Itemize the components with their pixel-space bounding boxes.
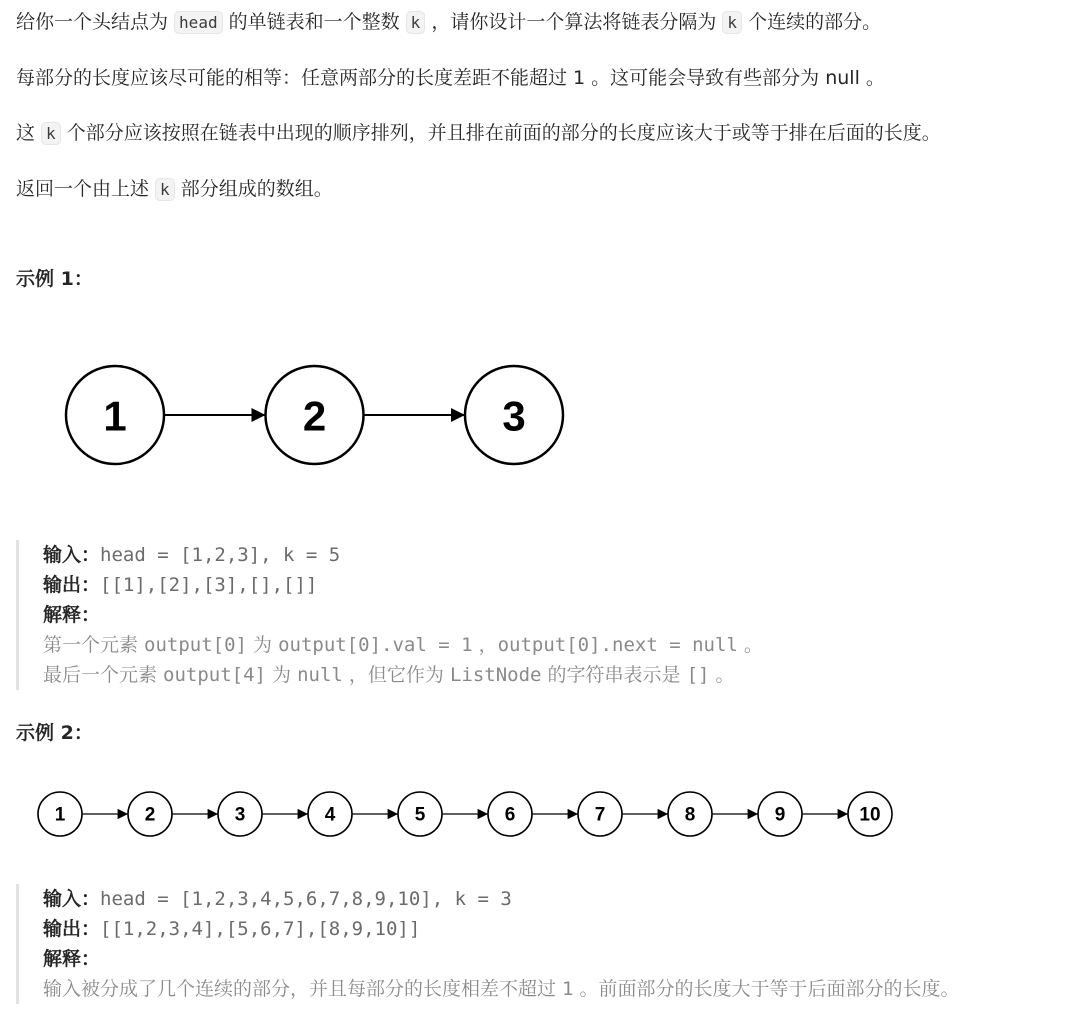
example-2-explain-line-1 [43,974,960,1004]
example-2-heading: 示例 2： [16,722,93,744]
text: 最后一个元素 [43,664,164,686]
example-2-explain [43,944,960,974]
list-node [488,792,532,836]
text: 的字符串表示是 [541,664,687,686]
list-node-value: 1 [54,804,66,826]
list-node [578,792,622,836]
input-label: 输入： [43,544,101,566]
example-1-input [43,540,763,570]
description-paragraph-4 [16,175,333,204]
list-node [308,792,352,836]
code: null [297,664,343,686]
list-node-value: 5 [414,804,426,826]
text: 为 [266,664,298,686]
list-node [266,366,364,464]
code: output[0] [144,634,247,656]
code: output[4] [163,664,266,686]
list-node [398,792,442,836]
explain-label: 解释： [43,604,101,626]
example-1-explain-line-2 [43,660,763,690]
text: 这 [16,122,42,144]
example-1-block [16,540,763,690]
text: 返回一个由上述 [16,178,156,200]
text: 个连续的部分。 [742,11,882,33]
list-node-value: 9 [774,804,786,826]
output-label: 输出： [43,574,101,596]
output-value: [[1],[2],[3],[],[]] [100,574,318,596]
list-node-value: 7 [594,804,606,826]
description-paragraph-1 [16,8,881,37]
code: 1 [562,978,574,1000]
text: ， [472,634,498,656]
inline-code-k: k [41,122,61,145]
text: 每部分的长度应该尽可能的相等：任意两部分的长度差距不能超过 1 。这可能会导致有些部分为 null 。 [16,67,885,89]
explain-label: 解释： [43,948,101,970]
example-2-input [43,884,960,914]
text: 个部分应该按照在链表中出现的顺序排列，并且排在前面的部分的长度应该大于或等于排在后面的长度。 [60,122,941,144]
list-node-value: 1 [103,392,127,440]
list-node-value: 3 [502,392,526,440]
example-2-block [16,884,960,1004]
list-node [218,792,262,836]
example-2-output [43,914,960,944]
text: 。前面部分的长度大于等于后面部分的长度。 [573,978,960,1000]
list-node [38,792,82,836]
text: ，请你设计一个算法将链表分隔为 [425,11,723,33]
example-1-explain-line-1 [43,630,763,660]
code: output[0].val = 1 [278,634,473,656]
inline-code-k: k [722,11,742,34]
list-node-value: 4 [324,804,336,826]
list-node-value: 3 [234,804,246,826]
code: output[0].next = null [497,634,738,656]
text: 为 [247,634,279,656]
text: 第一个元素 [43,634,145,656]
list-node [66,366,164,464]
text: 。 [737,634,763,656]
code: ListNode [449,664,542,686]
example-1-explain [43,600,763,630]
text: 给你一个头结点为 [16,11,175,33]
list-node-value: 2 [144,804,156,826]
inline-code-head: head [174,11,223,34]
list-node-value: 8 [684,804,696,826]
description-paragraph-3 [16,119,941,148]
input-label: 输入： [43,888,101,910]
text: 输入被分成了几个连续的部分，并且每部分的长度相差不超过 [43,978,563,1000]
list-node [465,366,563,464]
example-1-heading: 示例 1： [16,268,93,290]
code: [] [686,664,710,686]
output-label: 输出： [43,918,101,940]
text: 部分组成的数组。 [174,178,333,200]
list-node [848,792,892,836]
input-value: head = [1,2,3,4,5,6,7,8,9,10], k = 3 [100,888,512,910]
inline-code-k: k [406,11,426,34]
example-1-linked-list-diagram [0,355,620,480]
list-node [128,792,172,836]
example-2-linked-list-diagram [0,785,920,845]
list-node [758,792,802,836]
inline-code-k: k [155,178,175,201]
input-value: head = [1,2,3], k = 5 [100,544,341,566]
description-paragraph-2 [16,64,885,92]
output-value: [[1,2,3,4],[5,6,7],[8,9,10]] [100,918,421,940]
list-node-value: 6 [504,804,516,826]
list-node [668,792,712,836]
text: 。 [709,664,735,686]
list-node-value: 10 [859,804,881,826]
text: 的单链表和一个整数 [222,11,406,33]
text: ，但它作为 [342,664,450,686]
list-node-value: 2 [302,392,327,440]
example-1-output [43,570,763,600]
